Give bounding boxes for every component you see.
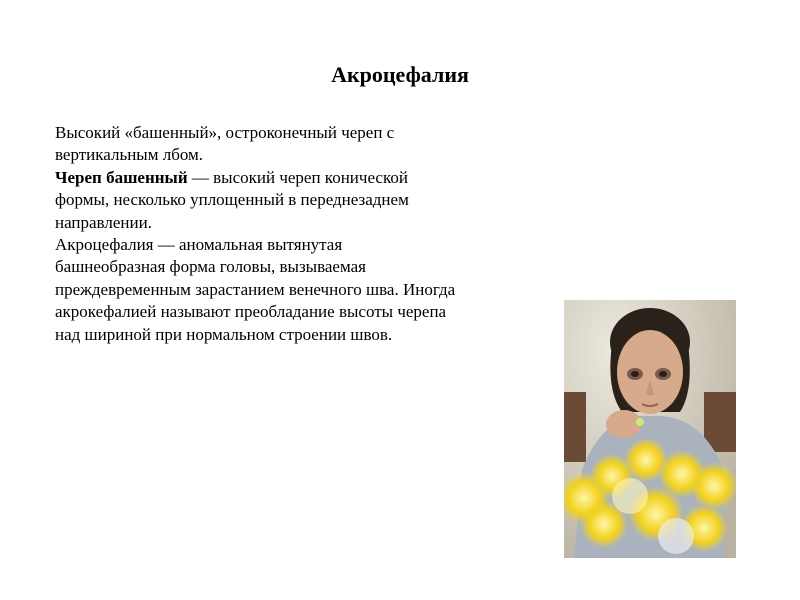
slide-title: Акроцефалия [331, 62, 469, 87]
text-line: акрокефалией называют преобладание высоты черепа [55, 302, 447, 322]
text-line: преждевременным зарастанием венечного шва. Иногда [55, 279, 456, 299]
text-line: над шириной при нормальном строении швов. [55, 324, 393, 344]
small-flower [636, 418, 644, 426]
patient-photo-illustration [564, 300, 736, 558]
text-line: Акроцефалия — аномальная вытянутая [55, 235, 343, 255]
text-line [55, 167, 535, 189]
face [617, 330, 683, 414]
text-line: направлении. [55, 212, 152, 232]
text-line-rest: — высокий череп конической [187, 167, 408, 187]
text-line: вертикальным лбом. [55, 145, 204, 165]
chair-left [564, 392, 586, 462]
text-line: Высокий «башенный», остроконечный череп с [55, 123, 395, 142]
patient-photo [564, 300, 736, 558]
bold-term: Череп башенный [55, 167, 188, 187]
slide-body-text [55, 122, 535, 346]
text-line: формы, несколько уплощенный в переднезаднем [55, 190, 409, 210]
text-line: башнеобразная форма головы, вызываемая [55, 257, 366, 277]
